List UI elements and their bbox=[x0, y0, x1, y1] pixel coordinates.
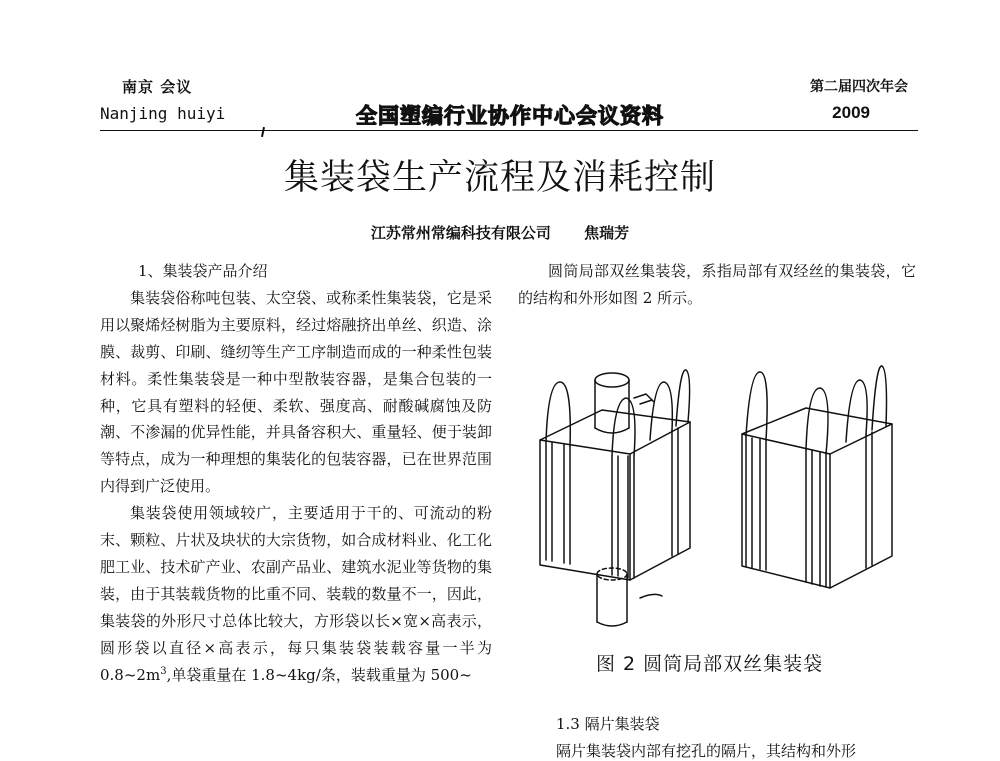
header-venue-cn: 南京 会议 bbox=[122, 78, 193, 96]
header-rule-mark bbox=[261, 127, 265, 137]
section-heading: 1、集装袋产品介绍 bbox=[138, 262, 268, 280]
section-heading: 1.3 隔片集装袋 bbox=[556, 715, 660, 733]
paragraph: 集装袋俗称吨包装、太空袋、或称柔性集装袋，它是采用以聚烯烃树脂为主要原料，经过熔融挤出单丝、织造、涂膜、裁剪、印刷、缝纫等生产工序制造而成的一种柔性包装材料。柔性集装袋是一种中型散装容器，是集合包装的一种，它具有塑料的轻便、柔软、强度高、耐酸碱腐蚀及防潮、不渗漏的优异性能，并具备容积大、重量轻、便于装卸等特点，成为一种理想的集装化的包装容器，已在世界范围内得到广泛使用。 bbox=[100, 288, 492, 496]
byline bbox=[0, 222, 1000, 243]
paragraph: 隔片集装袋内部有挖孔的隔片，其结构和外形 bbox=[556, 742, 857, 760]
figure-bulk-bags bbox=[530, 360, 910, 630]
paragraph bbox=[100, 500, 492, 688]
paragraph-text: 集装袋使用领域较广，主要适用于干的、可流动的粉末、颗粒、片状及块状的大宗货物，如合成材料业、化工化肥工业、技术矿产业、农副产品业、建筑水泥业等货物的集装，由于其装载货物的比重不同、装载的数量不一，因此，集装袋的外形尺寸总体比较大，方形袋以长×宽×高表示，圆形袋以直径×高表示，每只集装袋装载容量一半为 0.8~2m bbox=[100, 504, 492, 684]
paragraph: 圆筒局部双丝集装袋，系指局部有双经丝的集装袋，它的结构和外形如图 2 所示。 bbox=[518, 262, 916, 307]
header-rule bbox=[100, 130, 918, 131]
bag-with-spouts-illustration bbox=[540, 370, 690, 626]
plain-bag-illustration bbox=[742, 366, 892, 588]
header-session: 第二届四次年会 bbox=[810, 79, 908, 95]
header-venue-pinyin: Nanjing huiyi bbox=[100, 104, 226, 123]
superscript: 3 bbox=[160, 665, 167, 677]
byline-author: 焦瑞芳 bbox=[584, 224, 630, 242]
figure-caption: 图 2 圆筒局部双丝集装袋 bbox=[596, 653, 824, 675]
header-conference-title: 全国塑编行业协作中心会议资料 bbox=[356, 104, 664, 128]
header-year: 2009 bbox=[832, 103, 870, 122]
right-column bbox=[518, 258, 916, 312]
paragraph-text: ,单袋重量在 1.8~4kg/条，装载重量为 500~ bbox=[166, 665, 472, 684]
paper-title: 集装袋生产流程及消耗控制 bbox=[283, 158, 716, 198]
left-column bbox=[100, 258, 492, 689]
byline-company: 江苏常州常编科技有限公司 bbox=[370, 224, 551, 242]
